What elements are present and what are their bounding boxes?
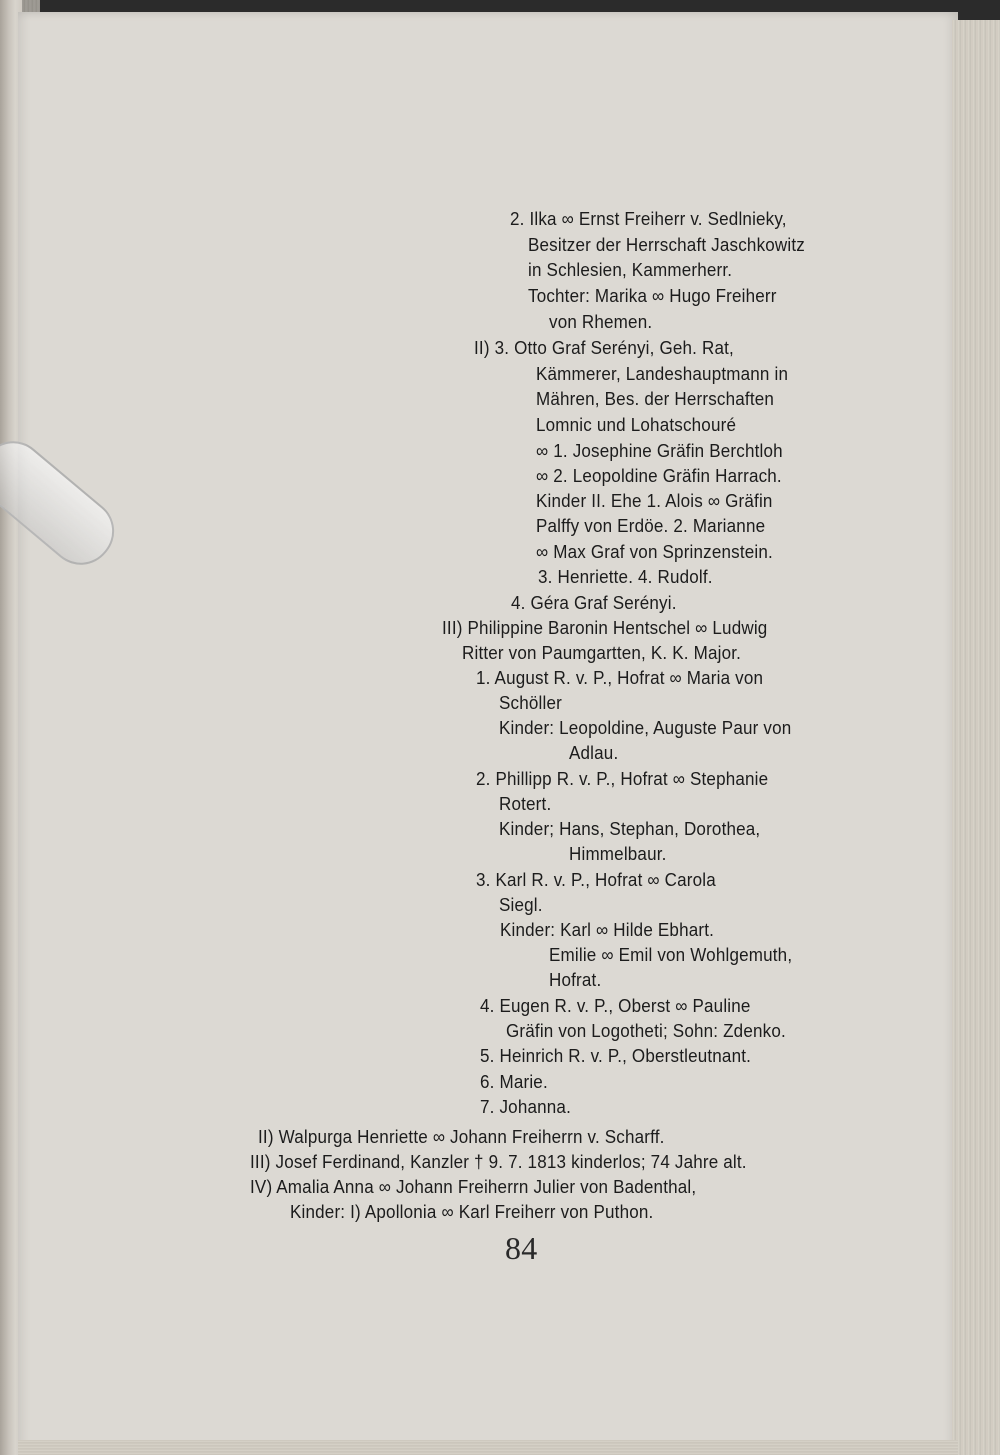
text-line: Adlau. [569, 742, 619, 763]
text-line: Himmelbaur. [569, 843, 667, 864]
text-line: IV) Amalia Anna ∞ Johann Freiherrn Julier von Badenthal, [250, 1176, 697, 1197]
text-line: Kinder: Leopoldine, Auguste Paur von [499, 717, 792, 738]
text-line: 1. August R. v. P., Hofrat ∞ Maria von [476, 667, 764, 688]
text-line: Kämmerer, Landeshauptmann in [536, 363, 789, 384]
text-line: 2. Phillipp R. v. P., Hofrat ∞ Stephanie [476, 768, 769, 789]
text-line: von Rhemen. [549, 311, 653, 332]
text-line: 2. Ilka ∞ Ernst Freiherr v. Sedlnieky, [510, 208, 787, 229]
text-line: 4. Géra Graf Serényi. [511, 592, 677, 613]
text-line: Ritter von Paumgartten, K. K. Major. [462, 642, 742, 663]
text-line: II) Walpurga Henriette ∞ Johann Freiherrn v. Scharff. [258, 1126, 665, 1147]
text-line: Kinder; Hans, Stephan, Dorothea, [499, 818, 761, 839]
text-line: Emilie ∞ Emil von Wohlgemuth, [549, 944, 793, 965]
text-line: 6. Marie. [480, 1071, 548, 1092]
text-line: Kinder II. Ehe 1. Alois ∞ Gräfin [536, 490, 773, 511]
text-line: Schöller [499, 692, 562, 713]
text-line: Kinder: I) Apollonia ∞ Karl Freiherr von Puthon. [290, 1201, 654, 1222]
text-line: II) 3. Otto Graf Serényi, Geh. Rat, [474, 337, 734, 358]
text-line: III) Philippine Baronin Hentschel ∞ Ludwig [442, 617, 768, 638]
text-line: Tochter: Marika ∞ Hugo Freiherr [528, 285, 777, 306]
text-line: 3. Karl R. v. P., Hofrat ∞ Carola [476, 869, 716, 890]
text-line: Siegl. [499, 894, 543, 915]
text-line: III) Josef Ferdinand, Kanzler † 9. 7. 1813 kinderlos; 74 Jahre alt. [250, 1151, 747, 1172]
text-line: in Schlesien, Kammerherr. [528, 259, 733, 280]
text-line: ∞ 2. Leopoldine Gräfin Harrach. [536, 465, 782, 486]
text-line: Gräfin von Logotheti; Sohn: Zdenko. [506, 1020, 786, 1041]
text-line: Palffy von Erdöe. 2. Marianne [536, 515, 766, 536]
text-line: 4. Eugen R. v. P., Oberst ∞ Pauline [480, 995, 751, 1016]
text-line: Hofrat. [549, 969, 602, 990]
text-line: ∞ Max Graf von Sprinzenstein. [536, 541, 773, 562]
text-line: Kinder: Karl ∞ Hilde Ebhart. [500, 919, 715, 940]
text-line: 3. Henriette. 4. Rudolf. [538, 566, 713, 587]
text-line: 5. Heinrich R. v. P., Oberstleutnant. [480, 1045, 752, 1066]
page-number: 84 [505, 1230, 538, 1266]
text-line: Rotert. [499, 793, 552, 814]
text-line: Lomnic und Lohatschouré [536, 414, 737, 435]
text-line: 7. Johanna. [480, 1096, 571, 1117]
text-line: Besitzer der Herrschaft Jaschkowitz [528, 234, 805, 255]
text-line: Mähren, Bes. der Herrschaften [536, 388, 775, 409]
text-line: ∞ 1. Josephine Gräfin Berchtloh [536, 440, 783, 461]
